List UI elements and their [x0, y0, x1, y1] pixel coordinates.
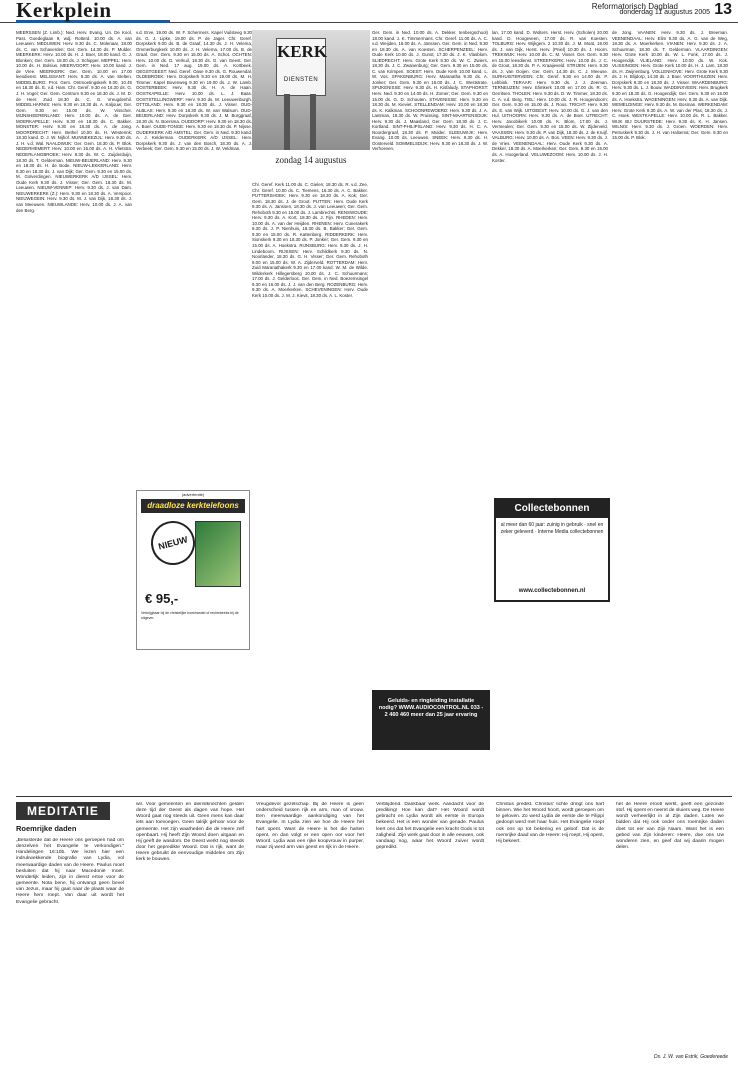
meditatie-column-5: Christus predikt. Christus' lichte dringt ons hart binnen. Wie het Woord hoort, wordt geroepen om te geloven. Zo werd Lydia de eerste die te Filippi gedoopt werd met haar huis. Het Evangelie roept ook ons op tot bekering en geloof. Dat is de roemrijke daad van de Heere: Hij roept, Hij opent, Hij bekeert. [496, 802, 604, 844]
advert-price: € 95,- [145, 591, 179, 606]
nieuw-badge: NIEUW [146, 516, 200, 570]
listing-column-3: Chr. Geref. Kerk 11.00 ds. C. Gielen; 18.30 ds. R. v.d. Zee. Chr. Geref. 10.00 ds. C. Tiemens, 16.30 ds. A. C. Bakker. PUTTERSHOEK: Herv. 9.30 en 18.30 ds. A. Kok; Ger. Gem. 18.30 ds. J. de Groot. PUTTEN: Herv. Oude Kerk 9.30 ds. A. Janssen, 18.30 ds. J. van Leeuwen; Ger. Gem. Rehoboth 9.30 en 15.00 ds. J. Lambrechts. RENSWOUDE: Herv. 9.30 ds. A. Kort, 18.30 ds. J. Fijn. RHEDEN: Herv. 10.00 ds. A. van der Heijden. RHENEN: Herv. Cunerakerk 9.30 ds. J. P. Nienhuis, 18.30 ds. B. Bakker; Ger. Gem. 9.30 en 15.00 ds. R. Kattenberg. RIDDERKERK: Herv. Sionskerk 9.30 en 18.30 ds. P. Jonker; Ger. Gem. 9.30 en 15.00 ds. A. Hoekstra. RIJNSBURG: Herv. 9.30 ds. J. H. Lindeboom. RIJSSEN: Herv. Schildkerk 9.30 ds. N. Noorlander, 18.30 ds. G. H. Visser; Ger. Gem. Rehoboth 9.00 en 15.00 ds. W. A. Zijderveld. ROTTERDAM: Herv. Zuid Maranathakerk 9.30 en 17.00 kand. W. M. de Wilde. Wilderkerk Hillegersberg 10.00 ds. J. C. Schuurmans; 17.00 ds. J. Gelderloos. Ger. Gem. in Ned. Boezemsingel 9.30 en 16.00 ds. J. J. van den Berg. ROZENBURG: Herv. 9.30 ds. A. Moerkerken. SCHEVENINGEN: Herv. Oude Kerk 10.00 ds. J. M. J. Kievit, 18.30 ds. A. L. Koster. [252, 182, 368, 298]
newspaper-name: Reformatorisch Dagblad [591, 2, 678, 11]
sign-post-left [284, 94, 290, 150]
section-divider [16, 796, 732, 797]
sign-text-kerk: KERK [277, 42, 328, 61]
advert-brand: draadloze kerktelefoons [141, 499, 245, 513]
advert-body: Geluids- en ringleiding installatie nodig? WWW.AUDIOCONTROL.NL 033 - 2 460 460 meer dan 25 jaar ervaring [378, 698, 484, 718]
advert-url[interactable]: www.collectebonnen.nl [518, 588, 586, 594]
advert-kerktelefoons[interactable] [136, 490, 250, 650]
advert-fineprint: Verkrijgbaar bij de christelijke boekhandel of rechtstreeks bij de uitgever. [141, 611, 239, 620]
listing-column-5: lan, 17.00 kand. D. Wolters. Herst. Herv. (Scholen) 20.00 kand. D. Hoogeveen, 17.00 ds. R. van Koesten. TOLBURG: Herv. Wijkgem. 2 10.30 ds. J. M. Moat, 19.00 ds. J. van Dijk, Herst. Herv. (Pniel) 10.30 ds. J. Hoorn. TREKWIJK: Herv. 10.00 ds. C. M. Visser. Ger. Gem. 9.30 en 15.00 leesdienst. STREEFKERK: Herv. 10.00 ds. J. C. de Groot, 18.30 ds. P. A. Kraaijeveld. STRIJEN: Herv. 9.30 ds. J. van Ooijen. Ger. Gem. 14.30 ds. C. J. Meeuse. SURHUISTERVEEN: Chr. Geref. 9.30 en 14.00 ds. P. Lebbink. TERAAR: Herv. 9.30 ds. J. J. Zeeman. TERNEUZEN: Herv. Elimkerk 10.00 en 17.00 ds. R. G. Gerritsen. THOLEN: Herv. 9.30 ds. D. W. Timmer, 18.30 ds. C. A. v.d. Berg. TIEL: Herv. 10.00 ds. J. R. Hoogendoorn; Ger. Gem. 9.30 en 15.00 ds. J. Roos. TRICHT: Herv. 9.30 ds. E. van Wijk. UITGEEST: Herv. 10.00 ds. G. J. van den Hul. UITHOORN: Herv. 9.30 ds. A. de Boer. UTRECHT: Herv. Jacobikerk 10.00 ds. K. Blom, 17.00 ds. J. Vermeulen; Ger. Gem. 9.30 en 15.00 ds. W. Zijderveld. VAASSEN: Herv. 9.30 ds. P. van Dijk, 18.30 ds. J. de Kruijf. VALBURG: Herv. 10.00 ds. A. Bos. VEEN: Herv. 9.30 ds. J. de Vries. VEENENDAAL: Herv. Oude Kerk 9.30 ds. A. Dekker, 18.30 ds. A. Moerkerken; Ger. Gem. 9.30 en 15.00 ds. A. Hoogerland. VELUWEZOOM: Herv. 10.00 ds. J. H. Koster. [492, 30, 608, 163]
advert-collectebonnen[interactable] [494, 498, 610, 602]
meditatie-column-2: wil. Voor gemeenten en dienstknechten gelden deze tijd der Geest als dagen van hope. Het Woord gaat nog steeds uit. Geen mens kan daar iets aan toevoegen. Geen talrijk gehoor voor de gemeente. Het zijn waarheden die de Heere zelf openbaart. Hij heeft Zijn Woord doen uitgaan en Hij geeft de wasdom. De Geest werkt nog steeds door het gepredikte Woord. Dat is rijk, want de Heere gebruikt de eenvoudige middelen om Zijn kerk te bouwen. [136, 802, 244, 863]
kerk-sign [276, 38, 326, 96]
issue-date: donderdag 11 augustus 2005 [619, 9, 710, 16]
product-image [195, 521, 241, 587]
sign-post-right [310, 94, 316, 150]
kerkdiensten-photo [252, 30, 370, 150]
advert-body: al meer dan 60 jaar: zuinig in gebruik · snel en zeker geleverd · Interne Media collectebonnen [500, 522, 604, 535]
meditatie-column-1: „Beluisterde dat de Heere ons geroepen had om denzelven het Evangelie te verkondigen.” Handelingen 16:10b. We lezen hier een indrukwekkende biografie van Lydia, vol meerwaardige daden van de Heere. Paulus moet besluiten dat hij naar Macedonië moet. Wonderlijk leiden, zijn in dienst ertoe voor de gemeente. Nota bene, hij ontvangt geen bevel van Jezus, maar hij gaat naar de plaats waar de Heere hem roept. Van daar uit wordt het Evangelie gebracht. [16, 838, 124, 905]
advert-label: (advertentie) [181, 492, 205, 497]
meditatie-label: MEDITATIE [16, 802, 110, 820]
section-title: Kerkplein [16, 0, 170, 23]
meditatie-title: Roemrijke daden [16, 824, 77, 833]
church-services-listing [16, 30, 732, 792]
listing-column-6: de Jong. VAANEN: Herv. 9.30 ds. J. Breeman. VEENENDAAL: Herv. Elim 9.30 ds. A. G. van de Weg, 18.30 ds. A. Moerkerken. VIANEN: Herv. 9.30 ds. J. A. Schuurman, 18.30 ds. T. Gelderman. VLAARDINGEN: Herv. Grote Kerk 10.00 ds. W. L. Fonk, 17.00 ds. J. Hoogendijk. VLIELAND: Herv. 10.00 ds. W. Kok. VLISSINGEN: Herv. Grote Kerk 10.00 ds. H. J. Lam, 18.30 ds. H. Zwijnenburg. VOLLENHOVE: Herv. Grote Kerk 9.30 ds. J. H. Blijdorp, 14.30 ds. J. Boer. VOORTHUIZEN: Herv. Dorpskerk 9.30 en 18.30 ds. J. Visser. WAARDENBURG: Herv. 9.30 ds. L. J. Bouw. WADDINXVEEN: Herv. Brugkerk 9.30 en 18.30 ds. G. Hoogendijk; Ger. Gem. 9.30 en 15.00 ds. A. Hoekstra. WAGENINGEN: Herv. 9.30 ds. A. van Dijk. WEMELDINGE: Herv. 9.30 ds. M. Bosman. WERKENDAM: Herv. Grote Kerk 9.30 ds. A. W. van der Plas, 18.30 ds. J. C. Hoek. WESTKAPELLE: Herv. 10.00 ds. R. L. Bakker. WIJK BIJ DUURSTEDE: Herv. 9.30 ds. K. H. Jansen. WILNIS: Herv. 9.30 ds. J. Groen. WOERDEN: Herv. Petruskerk 9.30 ds. J. H. van Halsema; Ger. Gem. 9.30 en 15.00 ds. P. Blok. [612, 30, 728, 141]
listing-column-4: Ger. Gem. in Ned. 10.00 ds. A. Dekker. tenbergschool) 18.00 kand. J. K. Timmermans. Chr. Geref. 11.00 ds. A. C. v.d. Weijden, 16.00 ds. A. Janssen. Ger. Gem. in Ned. 9.30 en 18.30 ds. A. van Koesten. SCHERPENZEEL: Herv. Oude Kerk 10.00 ds. J. Gunst, 17.30 ds. J. K. Vlasblom. SLIEDRECHT: Herv. Grote Kerk 9.30 ds. W. C. Zwiers, 18.30 ds. J. C. Zwanenburg; Ger. Gem. 9.30 en 15.00 ds. C. van Krimpen. SOEST: Herv. Oude Kerk 10.00 kand. L. W. Vos. SPAKENBURG: Herv. Maranatha 9.30 ds. A. Jonker; Ger. Gem. 9.30 en 15.00 ds. J. C. Weststrate. SPIJKENISSE: Herv. 9.30 ds. H. Kisfaludy. STAPHORST: Herv. Ned. 9.30 en 14.00 ds. H. Zomer; Ger. Gem. 9.30 en 15.00 ds. G. D. Schouten. STAVENISSE: Herv. 9.30 en 18.30 ds. M. Kieviet. STELLENDAM: Herv. 10.00 en 18.30 ds. K. Kalkman. SCHOONREWOERD: Herv. 9.30 ds. J. A. Lantman, 18.30 ds. W. Pruissing. SINT-MAARTENSDIJK: Herv. 9.30 ds. J. Maasland, Ger. Gem. 18.30 ds. J. C. Kortland. SINT-PHILIPSLAND: Herv. 9.30 ds. H. C. A. Noordergraaf, 18.30 ds. P. Mulder. SLEEUWIJK: Herv. Evang. 10.00 ds. Leeuwen. SNEEK: Herv. 9.30 ds. H. Oosterveld. SOMMELSDIJK: Herv. 9.30 en 18.30 ds. J. W. Verhoeven. [372, 30, 488, 152]
listing-column-1: MEERSSEN (Z. Limb.): Ned. Herv. Evang. Un. De Kool, Past. Goedeglaan 9, wdj. Rotterd. 10.00 ds. A. van Leeuwen. MEDUWEN: Herv. 9.30 ds. C. Molenaar, 18.00 ds. C. van Schaverden; Ger. Gem. 14.30 ds. P. Mulder. MEERKERK: Herv. 10.00 ds. H. J. Boer, 18.00 kand. G. J. Blonken; Ger. Gem. 18.00 ds. J. Schipper. MEPPEL: Herv. 10.00 ds. H. Bolsius. MEERVOORT: Herv. 10.00 kand. J. de Vree. MEERKERK: Ger. Gem. 10.00 en 17.00 leesdienst. MELISSANT: Herv. 9.30 ds. A. van Stelten. MIDDELBURG: Prot. Gem. Ontmoetingskerk 9.00, 10.45 en 18.30 ds. E. v.d. Ham. Chr. Geref. 9.30 en 16.30 ds. G. J. H. Vogel; Ger. Gem. Centrum 9.30 en 18.30 ds. J. M. D. de Heer. Zuid 18.30 ds. C. G. Vreugdenhil. MIDDELHARNIS: Herv. 9.30 en 18.30 ds. A. Kaljouw; Ger. Gem. 9.30 en 15.00 ds. W. Visscher. MIJNSHEERENLAND: Herv. 10.00 ds. A. de Gier. MOERKAPELLE: Herv. 9.30 en 18.30 ds. C. Bakker. MONSTER: Herv. 9.30 en 18.30 ds. A. de Jong. MOORDRECHT: Herv. Bethel 10.00 ds. H. Westerink; 18.30 kand. D. J. W. Nijhof. MUNNEKEZIJL: Herv. 9.30 ds. J. H. v.d. Wal. NAALDWIJK: Ger. Gem. 18.30 ds. P. Blok. NEDERHEMERT: Herv. 10.00 en 15.00 ds. A. H. Vlietstra. NEDERLANGBROEK: Herv. 9.30 ds. W. C. Zuijderduijn, 18.30 ds. T. Gelderman. NIEUW-BEIJERLAND: Herv. 9.30 en 18.30 ds. H. de Bode. NIEUW-LEKKERLAND: Herv. 9.30 en 18.30 ds. J. van Dijk; Ger. Gem. 9.30 en 15.00 ds. M. Golverdingen. NIEUWERKERK A/D IJSSEL: Herv. Oude Kerk 9.30 ds. J. Visser; Ger. Gem. 18.30 ds. M. Leeuwen. NIEUW-VENNEP: Herv. 9.30 ds. J. van Dam. NIEUWERKERK (Z.): Herv. 9.30 en 18.30 ds. A. Verspoor. NIEUWEGEIN: Herv. 9.30 ds. M. J. van Dijk, 18.30 ds. J. van Meeuwen. NIEUWLANDE: Herv. 10.00 ds. J. A. van den Berg. [16, 30, 132, 213]
sign-text-diensten: DIENSTEN [283, 77, 319, 83]
kerkdiensten-photo-block [252, 30, 370, 180]
meditatie-author: Ds. J. W. van Estrik, Goedereede [653, 1054, 728, 1060]
page-header [0, 0, 738, 23]
page-number: 13 [714, 1, 732, 18]
meditatie-column-6: het de Heere erootl werkt, geeft een gezonde stof. Hij opent en neemt de sluiers weg. De Heere wordt verheerlijkt in al Zijn daden. Laten we bidden dat Hij ook onder ons roemrijke daden doet tot eer van Zijn Naam. Want het is een gebed van Zijn kinderen: Heere, doe ons Uw wonderen zien, en geef dat wij daarin mogen delen. [616, 802, 724, 851]
listing-column-2: v.d. Erve, 19.00 ds. W. F. Schermers. Kapel Vuilsteeg 9.30 ds. G. J. Lipke, 19.00 ds. P. de Jager. Chr. Geref. Dorpskerk 9.00 ds. B. de Graaf, 14.30 ds. J. H. Velema, Ommerburgkerk 10.00 ds. J. H. Velema, 17.00 ds. B. de Graaf. Ger. Gem. 9.30 en 15.00 ds. A. Schot. OCHTEN: Herv. 10.00 ds. D. Verkuil, 18.30 ds. G. van Geest. Ger. Gem. in Ned. 17 aug. 19.00 ds. A. Kortbeek. OEGSTGEEST: Ned. Geref. Oase 9.30 ds. G. Rouwendal. OLDEBROEK: Herv. Dorpskerk 9.30 en 19.00 ds. M. H. Timmer. Kapel Bovenweg 9.30 en 19.00 ds. J. W. Lamb. OOSTERBEEK: Herv. 9.30 ds. H. A. de Haan. OOSTKAPELLE: Herv. 10.00 ds. L. J. Baas. OOSTSTELLINGWERF: Herv. 9.30 ds. M. Leeuwenburgh. OTTOLAND: Herv. 9.30 en 18.30 ds. J. Visser. OUD-ALBLAS: Herv. 9.30 en 18.30 ds. W. van Walsum. OUD-BEIJERLAND: Herv. Dorpskerk 9.30 ds. J. M. Burggraaf, 18.30 ds. N. Boersma. OUDDORP: Herv. 9.30 en 18.30 ds. A. Boer. OUDE-TONGE: Herv. 9.30 en 18.30 ds. P. Nijsse. OUDERKERK A/D AMSTEL: Ger. Gem. in Ned. 9.30 kand. A. J. Kelderman. OUDERKERK A/D IJSSEL: Herv. Dorpskerk 9.30 ds. J. van den Bosch, 18.30 ds. A. J. Verbeek; Ger. Gem. 9.30 en 15.00 ds. J. W. Veldman. [136, 30, 252, 152]
meditatie-column-4: Verblijdend. Dankbaar werk. Aandacht voor de prediking! Hoe kan dat? Het Woord wordt gebracht en Lydia wordt als eerste in Europa bekeerd. Het is een wonder van genade. Paulus leert ons dat het Evangelie een kracht Gods is tot zaligheid. Zijn werk gaat door in alle eeuwen, ook vandaag nog, waar het Woord zuiver wordt gepredikt. [376, 802, 484, 851]
advert-title: Collectebonnen [496, 500, 608, 518]
meditatie-column-3: Vreugdevol gezelschap. Bij de Heere is geen onderscheid tussen rijk en arm, man of vrouw. Een meerwaardige aankondiging van het Evangelie. In Lydia zien we hoe de Heere het hart opent. Want de Heere is het die harten opent, en dan volgt er een open oor voor het Woord. Lydia was een rijke koopvrouw in purper, maar zij werd arm van geest en rijk in de Heere. [256, 802, 364, 851]
advert-audiocontrol[interactable] [372, 690, 490, 750]
photo-caption: zondag 14 augustus [275, 155, 347, 165]
